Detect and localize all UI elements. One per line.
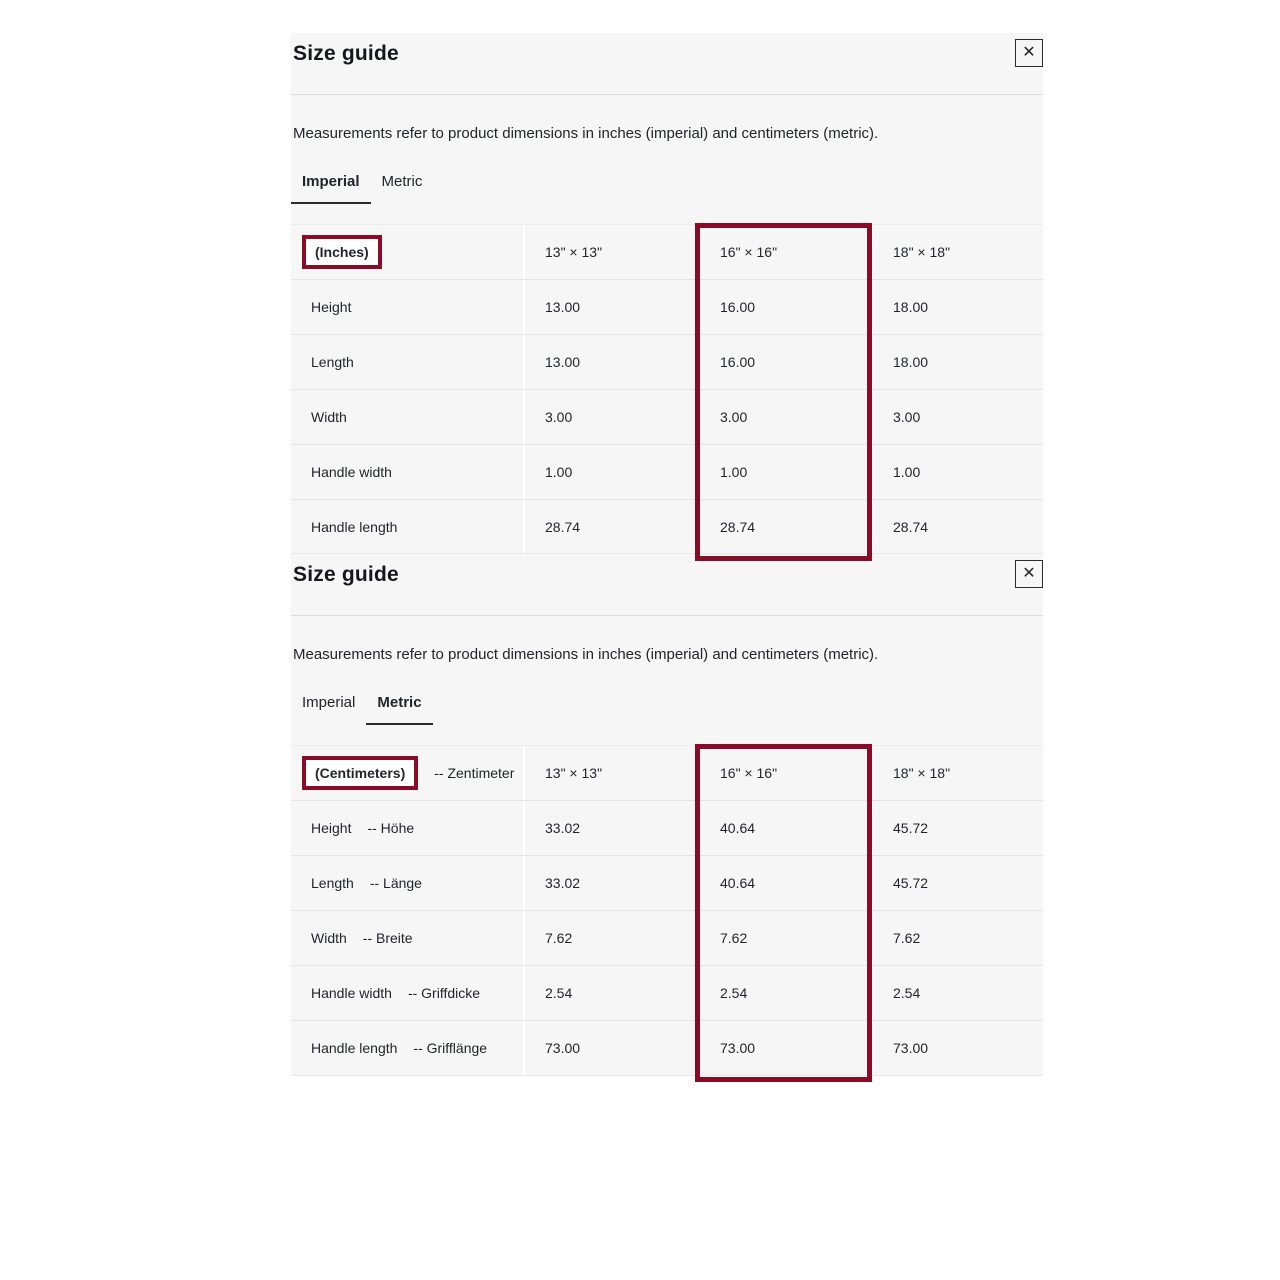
table-row xyxy=(291,280,1043,335)
tab-imperial[interactable]: Imperial xyxy=(302,694,356,711)
row-label: Handle length xyxy=(311,519,398,535)
table-row xyxy=(291,500,1043,555)
row-label-translation: -- Grifflänge xyxy=(413,1040,488,1056)
modal-header xyxy=(291,554,1043,616)
table-value-cell: 3.00 xyxy=(700,390,873,444)
close-button[interactable] xyxy=(1015,39,1043,67)
table-header-row xyxy=(291,225,1043,280)
table-value-cell: 2.54 xyxy=(525,966,700,1020)
table-value-cell: 3.00 xyxy=(893,409,921,425)
measurements-description: Measurements refer to product dimensions in inches (imperial) and centimeters (metric). xyxy=(293,125,879,142)
row-label-translation: -- Höhe xyxy=(367,820,415,836)
tab-metric[interactable]: Metric xyxy=(381,173,423,190)
table-row xyxy=(291,801,1043,856)
row-label: Height xyxy=(311,299,352,315)
table-value-cell: 13.00 xyxy=(525,335,700,389)
tab-imperial[interactable]: Imperial xyxy=(291,166,371,204)
size-guide-modal xyxy=(291,33,1043,555)
table-value-cell: 7.62 xyxy=(700,911,873,965)
table-header-cell: 18" × 18" xyxy=(893,244,951,260)
table-value-cell: 28.74 xyxy=(700,500,873,554)
table-value-cell: 18.00 xyxy=(893,299,929,315)
row-label-cell xyxy=(291,335,525,389)
table-value-cell: 33.02 xyxy=(525,801,700,855)
table-value-cell: 1.00 xyxy=(700,445,873,499)
table-row xyxy=(291,1021,1043,1076)
row-label-translation: -- Länge xyxy=(369,875,422,891)
table-value-cell: 13.00 xyxy=(525,280,700,334)
row-label-cell xyxy=(291,445,525,499)
table-value-cell: 16.00 xyxy=(700,335,873,389)
row-label: Length xyxy=(311,354,354,370)
table-value-cell: 7.62 xyxy=(893,930,921,946)
unit-tabs xyxy=(291,166,1043,204)
row-label-cell xyxy=(291,1021,525,1075)
close-button[interactable] xyxy=(1015,560,1043,588)
row-label-cell xyxy=(291,500,525,554)
table-value-cell: 3.00 xyxy=(525,390,700,444)
modal-title: Size guide xyxy=(293,42,399,65)
table-value-cell: 40.64 xyxy=(700,801,873,855)
unit-label: (Inches) xyxy=(302,235,382,269)
unit-label-cell xyxy=(291,225,525,279)
row-label-cell xyxy=(291,856,525,910)
table-value-cell: 2.54 xyxy=(700,966,873,1020)
table-value-cell: 2.54 xyxy=(893,985,921,1001)
close-icon: ✕ xyxy=(1022,565,1036,582)
modal-header xyxy=(291,33,1043,95)
table-value-cell: 1.00 xyxy=(525,445,700,499)
table-value-cell: 40.64 xyxy=(700,856,873,910)
row-label: Width xyxy=(311,930,347,946)
table-row xyxy=(291,335,1043,390)
table-value-cell: 28.74 xyxy=(525,500,700,554)
table-header-cell: 18" × 18" xyxy=(893,765,951,781)
row-label-cell xyxy=(291,280,525,334)
row-label-cell xyxy=(291,911,525,965)
table-row xyxy=(291,966,1043,1021)
row-label: Handle width xyxy=(311,464,392,480)
row-label: Handle length xyxy=(311,1040,398,1056)
table-row xyxy=(291,445,1043,500)
table-header-cell: 16" × 16" xyxy=(700,225,873,279)
unit-tabs xyxy=(291,687,1043,725)
row-label: Handle width xyxy=(311,985,392,1001)
unit-label: (Centimeters) xyxy=(302,756,418,790)
row-label-cell xyxy=(291,966,525,1020)
row-label-translation: -- Griffdicke xyxy=(407,985,481,1001)
table-row xyxy=(291,911,1043,966)
row-label-translation: -- Breite xyxy=(362,930,413,946)
size-table xyxy=(291,745,1043,1076)
row-label-cell xyxy=(291,801,525,855)
table-header-row xyxy=(291,746,1043,801)
size-table xyxy=(291,224,1043,555)
table-value-cell: 28.74 xyxy=(893,519,929,535)
table-value-cell: 45.72 xyxy=(893,820,929,836)
table-value-cell: 18.00 xyxy=(893,354,929,370)
table-header-cell: 13" × 13" xyxy=(525,225,700,279)
size-guide-modal xyxy=(291,553,1043,1076)
tab-metric[interactable]: Metric xyxy=(366,687,432,725)
table-row xyxy=(291,390,1043,445)
unit-label-cell xyxy=(291,746,525,800)
modal-title: Size guide xyxy=(293,563,399,586)
row-label: Length xyxy=(311,875,354,891)
table-row xyxy=(291,856,1043,911)
table-value-cell: 16.00 xyxy=(700,280,873,334)
row-label-cell xyxy=(291,390,525,444)
unit-label-translation: -- Zentimeter xyxy=(434,765,515,781)
table-value-cell: 73.00 xyxy=(893,1040,929,1056)
table-value-cell: 73.00 xyxy=(525,1021,700,1075)
close-icon: ✕ xyxy=(1022,44,1036,61)
table-value-cell: 73.00 xyxy=(700,1021,873,1075)
table-value-cell: 45.72 xyxy=(893,875,929,891)
measurements-description: Measurements refer to product dimensions in inches (imperial) and centimeters (metric). xyxy=(293,646,879,663)
table-value-cell: 33.02 xyxy=(525,856,700,910)
row-label: Width xyxy=(311,409,347,425)
row-label: Height xyxy=(311,820,352,836)
table-value-cell: 1.00 xyxy=(893,464,921,480)
table-value-cell: 7.62 xyxy=(525,911,700,965)
table-header-cell: 13" × 13" xyxy=(525,746,700,800)
table-header-cell: 16" × 16" xyxy=(700,746,873,800)
